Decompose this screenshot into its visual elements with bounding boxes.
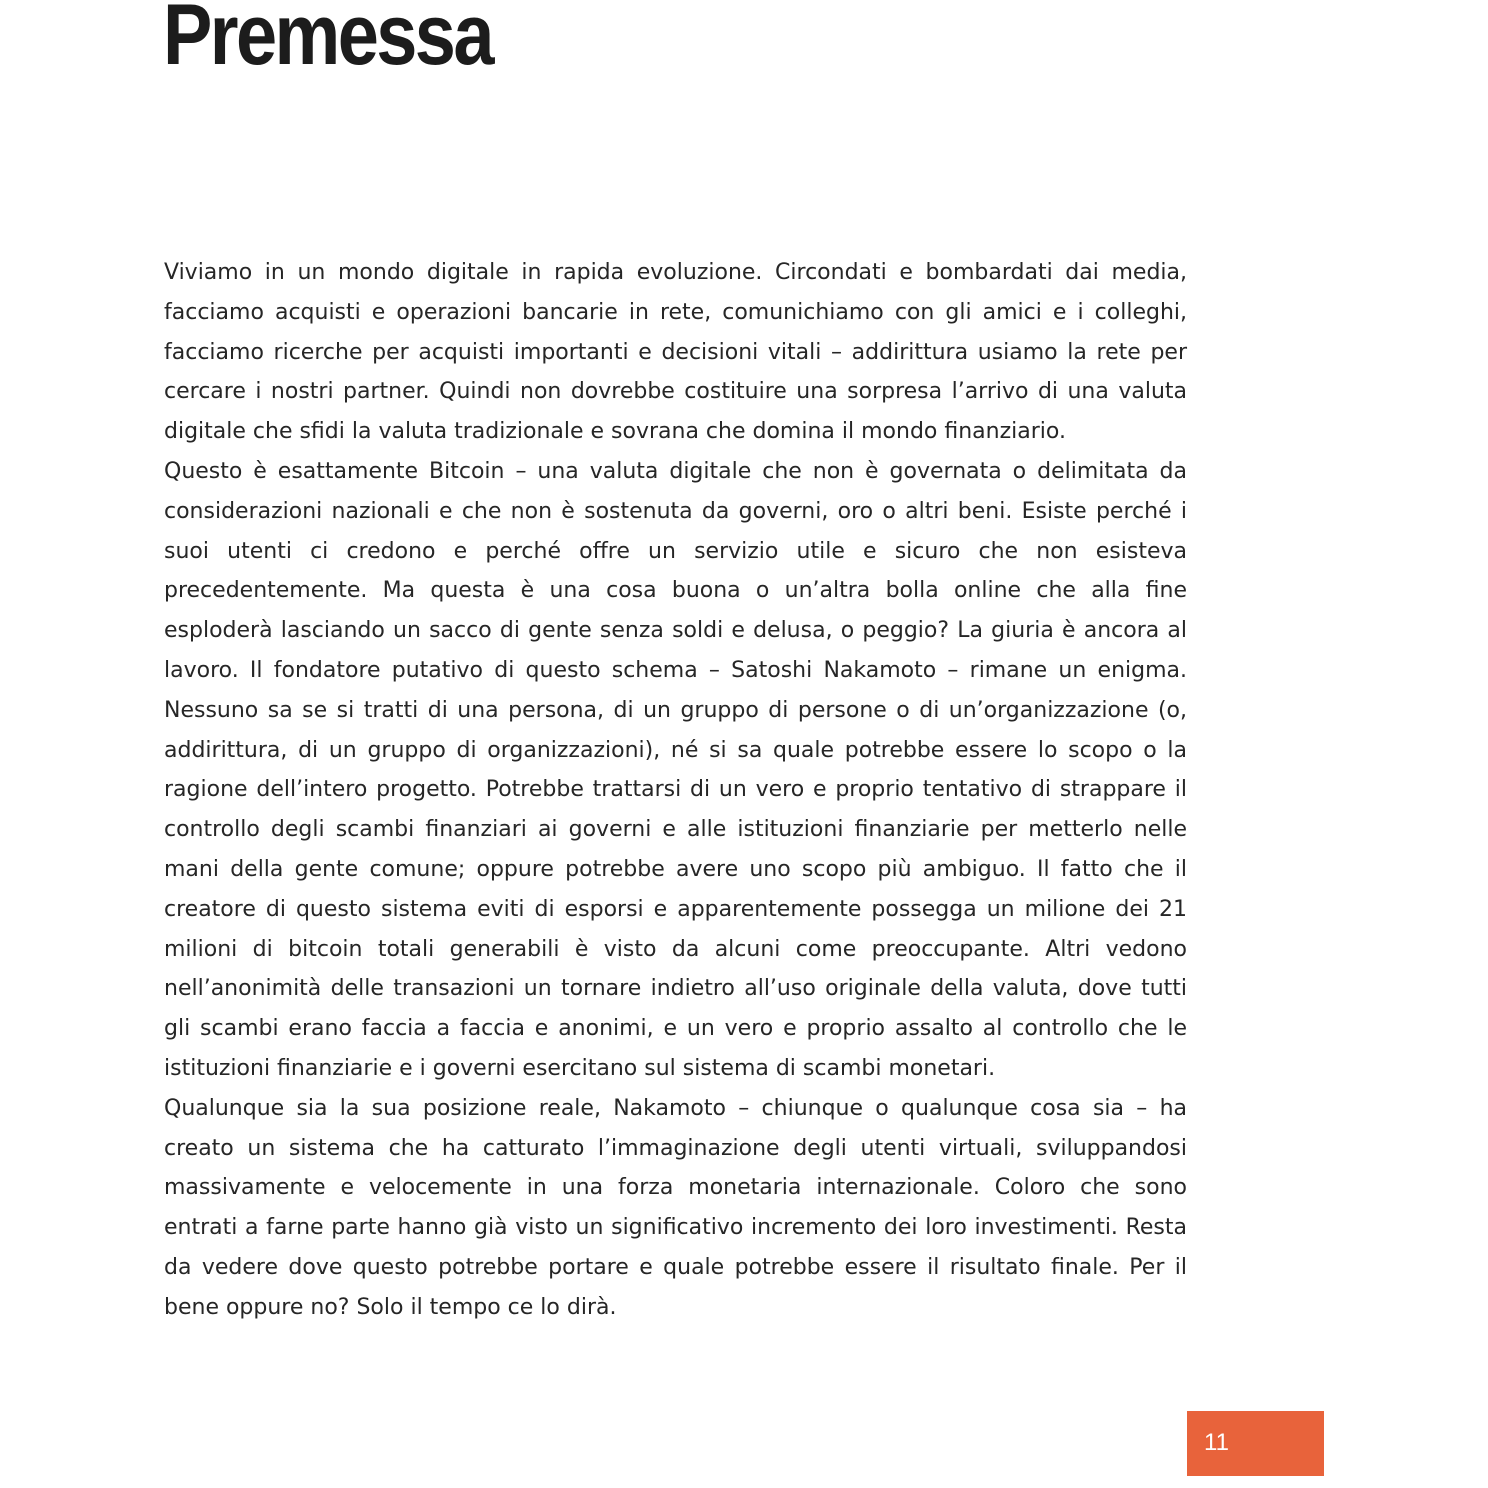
body-text	[164, 253, 1187, 1328]
paragraph-3: Qualunque sia la sua posizione reale, Nakamoto – chiunque o qualunque cosa sia – ha creato un sistema che ha catturato l’immaginazione degli utenti virtuali, sviluppandosi massivamente e velocemente in una forza monetaria internazionale. Coloro che sono entrati a farne parte hanno già visto un significativo incremento dei loro investimenti. Resta da vedere dove questo potrebbe portare e quale potrebbe essere il risultato finale. Per il bene oppure no? Solo il tempo ce lo dirà.	[164, 1095, 1187, 1320]
page-number: 11	[1204, 1429, 1229, 1456]
page-title: Premessa	[163, 0, 492, 83]
paragraph-1: Viviamo in un mondo digitale in rapida evoluzione. Circondati e bombardati dai media, facciamo acquisti e operazioni bancarie in rete, comunichiamo con gli amici e i colleghi, facciamo ricerche per acquisti importanti e decisioni vitali – addirittura usiamo la rete per cercare i nostri partner. Quindi non dovrebbe costituire una sorpresa l’arrivo di una valuta digitale che sfidi la valuta tradizionale e sovrana che domina il mondo finanziario.	[164, 260, 1187, 445]
paragraph-2: Questo è esattamente Bitcoin – una valuta digitale che non è governata o delimitata da considerazioni nazionali e che non è sostenuta da governi, oro o altri beni. Esiste perché i suoi utenti ci credono e perché offre un servizio utile e sicuro che non esisteva precedentemente. Ma questa è una cosa buona o un’altra bolla online che alla fine esploderà lasciando un sacco di gente senza soldi e delusa, o peggio? La giuria è ancora al lavoro. Il fondatore putativo di questo schema – Satoshi Nakamoto – rimane un enigma. Nessuno sa se si tratti di una persona, di un gruppo di persone o di un’organizzazione (o, addirittura, di un gruppo di organizzazioni), né si sa quale potrebbe essere lo scopo o la ragione dell’intero progetto. Potrebbe trattarsi di un vero e proprio tentativo di strappare il controllo degli scambi finanziari ai governi e alle istituzioni finanziarie per metterlo nelle mani della gente comune; oppure potrebbe avere uno scopo più ambiguo. Il fatto che il creatore di questo sistema eviti di esporsi e apparentemente possegga un milione dei 21 milioni di bitcoin totali generabili è visto da alcuni come preoccupante. Altri vedono nell’anonimità delle transazioni un tornare indietro all’uso originale della valuta, dove tutti gli scambi erano faccia a faccia e anonimi, e un vero e proprio assalto al controllo che le istituzioni finanziarie e i governi esercitano sul sistema di scambi monetari.	[164, 458, 1187, 1081]
page-number-badge	[1187, 1411, 1324, 1476]
